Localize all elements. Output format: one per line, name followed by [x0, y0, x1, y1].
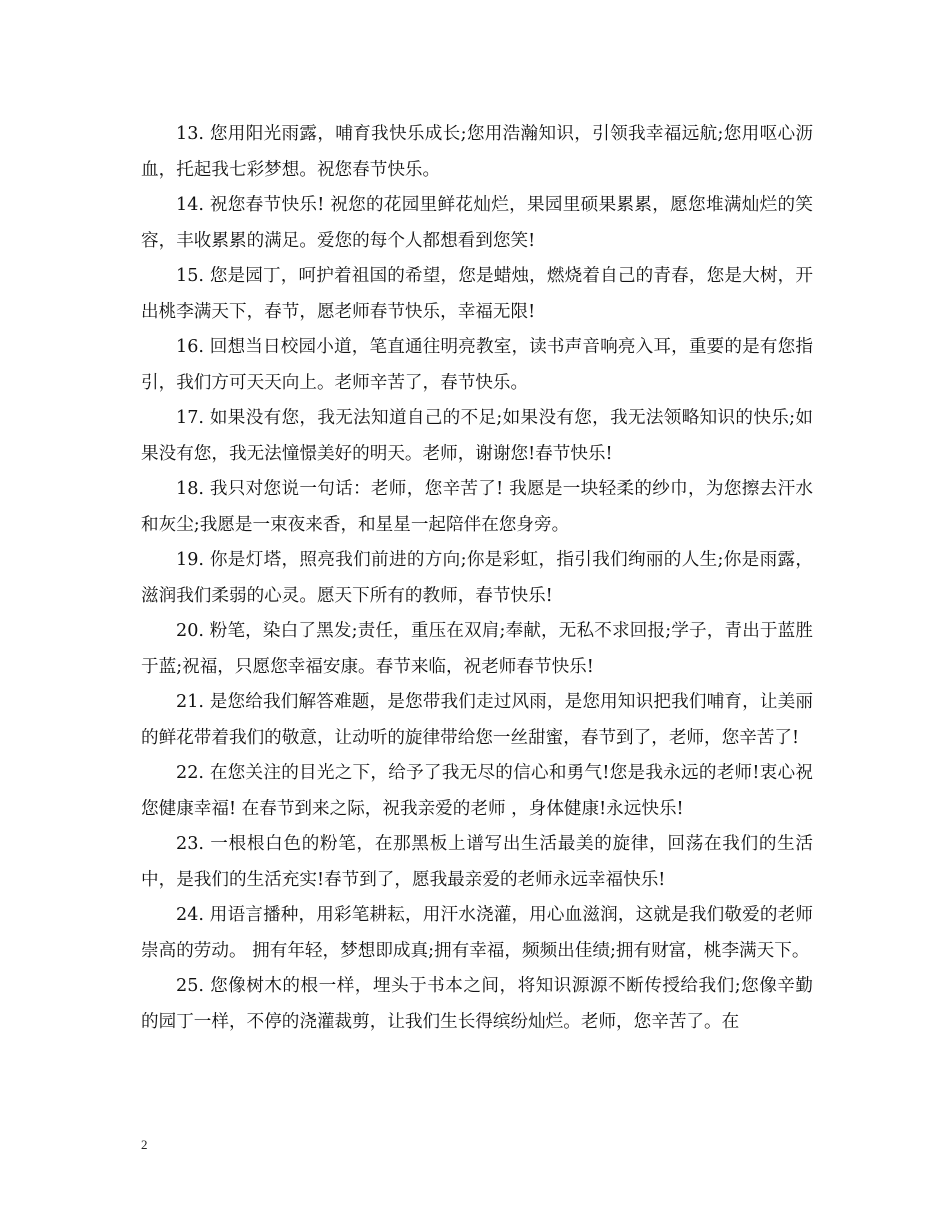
paragraph-19: 19. 你是灯塔，照亮我们前进的方向;你是彩虹，指引我们绚丽的人生;你是雨露，滋润我们柔弱的心灵。愿天下所有的教师，春节快乐! [141, 550, 813, 606]
paragraph-25: 25. 您像树木的根一样，埋头于书本之间，将知识源源不断传授给我们;您像辛勤的园丁一样，不停的浇灌裁剪，让我们生长得缤纷灿烂。老师，您辛苦了。在 [141, 976, 813, 1032]
paragraph-16: 16. 回想当日校园小道，笔直通往明亮教室，读书声音响亮入耳，重要的是有您指引，我们方可天天向上。老师辛苦了，春节快乐。 [141, 337, 813, 393]
paragraph-21: 21. 是您给我们解答难题，是您带我们走过风雨，是您用知识把我们哺育，让美丽的鲜花带着我们的敬意，让动听的旋律带给您一丝甜蜜，春节到了，老师，您辛苦了! [141, 692, 813, 748]
paragraph-14: 14. 祝您春节快乐! 祝您的花园里鲜花灿烂，果园里硕果累累，愿您堆满灿烂的笑容，丰收累累的满足。爱您的每个人都想看到您笑! [141, 195, 813, 251]
paragraph-20: 20. 粉笔，染白了黑发;责任，重压在双肩;奉献，无私不求回报;学子，青出于蓝胜于蓝;祝福，只愿您幸福安康。春节来临，祝老师春节快乐! [141, 621, 813, 677]
paragraph-13: 13. 您用阳光雨露，哺育我快乐成长;您用浩瀚知识，引领我幸福远航;您用呕心沥血，托起我七彩梦想。祝您春节快乐。 [141, 124, 813, 180]
paragraph-18: 18. 我只对您说一句话：老师，您辛苦了! 我愿是一块轻柔的纱巾，为您擦去汗水和灰尘;我愿是一束夜来香，和星星一起陪伴在您身旁。 [141, 479, 813, 535]
paragraph-22: 22. 在您关注的目光之下，给予了我无尽的信心和勇气!您是我永远的老师!衷心祝您健康幸福! 在春节到来之际，祝我亲爱的老师 ，身体健康!永远快乐! [141, 763, 813, 819]
paragraph-24: 24. 用语言播种，用彩笔耕耘，用汗水浇灌，用心血滋润，这就是我们敬爱的老师崇高的劳动。 拥有年轻，梦想即成真;拥有幸福，频频出佳绩;拥有财富，桃李满天下。 [141, 905, 813, 961]
page-number: 2 [141, 1137, 148, 1152]
document-body [141, 117, 813, 1040]
paragraph-15: 15. 您是园丁，呵护着祖国的希望，您是蜡烛，燃烧着自己的青春，您是大树，开出桃李满天下，春节，愿老师春节快乐，幸福无限! [141, 266, 813, 322]
paragraph-23: 23. 一根根白色的粉笔，在那黑板上谱写出生活最美的旋律，回荡在我们的生活中，是我们的生活充实!春节到了，愿我最亲爱的老师永远幸福快乐! [141, 834, 813, 890]
paragraph-17: 17. 如果没有您，我无法知道自己的不足;如果没有您，我无法领略知识的快乐;如果没有您，我无法憧憬美好的明天。老师，谢谢您!春节快乐! [141, 408, 813, 464]
